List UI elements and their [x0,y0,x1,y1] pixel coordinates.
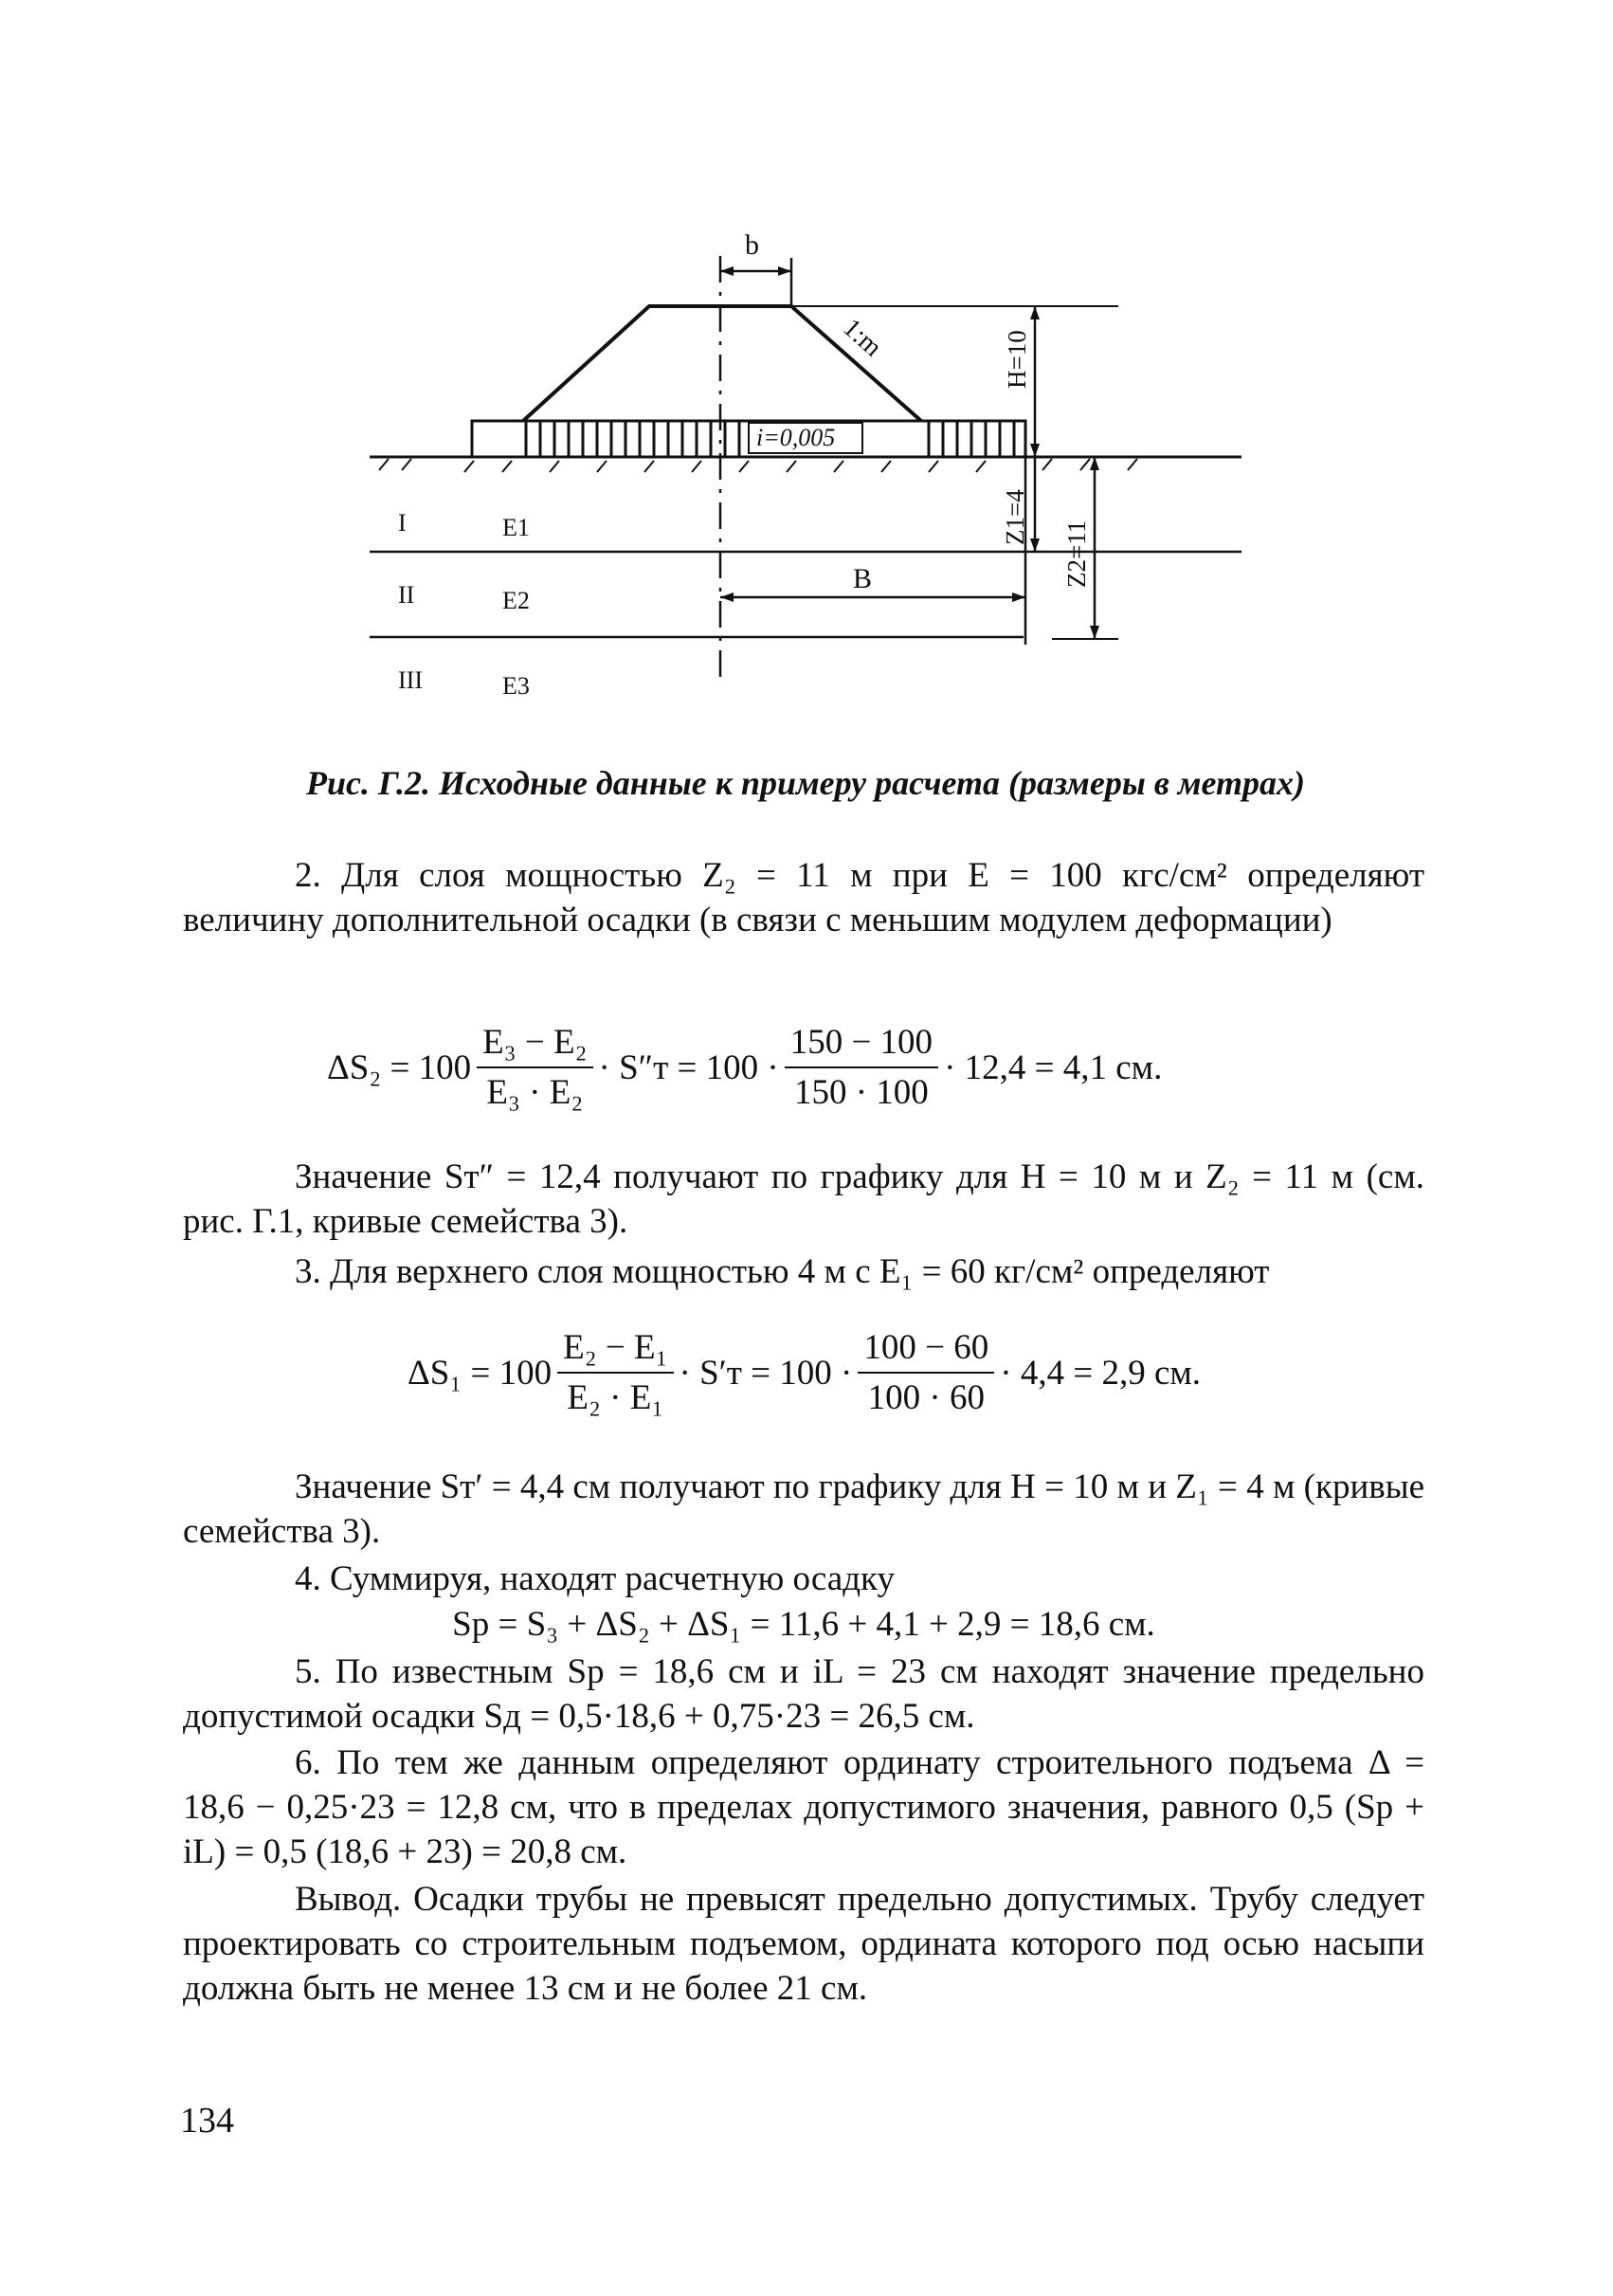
formula1-fraction-2: $\frac{150 - 100}{150 \cdot 100}$ [785,1022,938,1113]
ground-hatch [379,459,1137,472]
paragraph-2: 2. Для слоя мощностью Z₂ = 11 м при E = 100 кгс/см² определяют величину дополнительной осадки (в связи с меньшим модулем деформации) [183,856,1424,939]
paragraph-6: 6. По тем же данным определяют ординату строительного подъема Δ = 18,6 − 0,25·23 = 12,8 см, что в пределах допустимого значения, равного 0,5 (Sр + iL) = 0,5 (18,6 + 23) = 20,8 см. [183,1743,1424,1871]
label-Z2: Z2=11 [1062,519,1091,588]
formula1-lhs: ΔS₂ = 100 [327,1048,472,1087]
formula1-fraction-1: $\frac{\text{E₃ − E₂}}{\text{E₃ · E₂}}$ [477,1022,592,1113]
paragraph-5: 5. По известным Sр = 18,6 см и iL = 23 см находят значение предельно допустимой осадки Sд = 0,5·18,6 + 0,75·23 = 26,5 см. [183,1652,1424,1736]
formula2-mid: · S′ᴛ = 100 · [679,1353,853,1393]
paragraph-value-2: Значение Sᴛ′ = 4,4 см получают по графику для H = 10 м и Z₁ = 4 м (кривые семейства 3). [183,1467,1424,1551]
formula2-fraction-2: $\frac{100 - 60}{100 \cdot 60}$ [858,1327,994,1418]
formula1-mid: · S″ᴛ = 100 · [598,1048,779,1087]
embankment-diagram [360,228,1308,720]
formula2-lhs: ΔS₁ = 100 [408,1353,553,1393]
paragraph-conclusion: Вывод. Осадки трубы не превысят предельно допустимых. Трубу следует проектировать со строительным подъемом, ордината которого под осью насыпи должна быть не менее 13 см и не более 21 см. [183,1880,1424,2008]
label-b: b [745,229,759,261]
formula2-rhs: · 4,4 = 2,9 см. [1000,1353,1202,1393]
label-i: i=0,005 [756,424,836,451]
layer-3-roman: III [398,666,423,694]
layer-2-modulus: E2 [502,587,530,614]
layer-1-modulus: E1 [502,514,530,541]
layer-1-roman: I [398,509,407,537]
paragraph-value-1: Значение Sᴛ″ = 12,4 получают по графику для H = 10 м и Z₂ = 11 м (см. рис. Г.1, кривые семейства 3). [183,1157,1424,1241]
label-H: H=10 [1003,330,1031,389]
formula2-fraction-1: $\frac{\text{E₂ − E₁}}{\text{E₂ · E₁}}$ [557,1327,673,1418]
layer-3-modulus: E3 [502,672,530,700]
label-Z1: Z1=4 [1001,489,1029,545]
formula1-rhs: · 12,4 = 4,1 см. [944,1048,1163,1087]
paragraph-3: 3. Для верхнего слоя мощностью 4 м с E₁ = 60 кг/см² определяют [295,1252,1270,1291]
figure-caption: Рис. Г.2. Исходные данные к примеру расчета (размеры в метрах) [305,764,1306,802]
paragraph-4: 4. Суммируя, находят расчетную осадку [295,1559,896,1598]
formula-delta-s2 [327,1022,1162,1113]
label-slope-ratio: 1:m [837,313,888,363]
label-B: B [853,563,873,594]
page-number: 134 [180,2101,234,2141]
layer-2-roman: II [398,581,415,609]
formula-total-settlement: Sр = S₃ + ΔS₂ + ΔS₁ = 11,6 + 4,1 + 2,9 = 18,6 см. [452,1605,1155,1644]
formula-delta-s1 [408,1327,1201,1418]
